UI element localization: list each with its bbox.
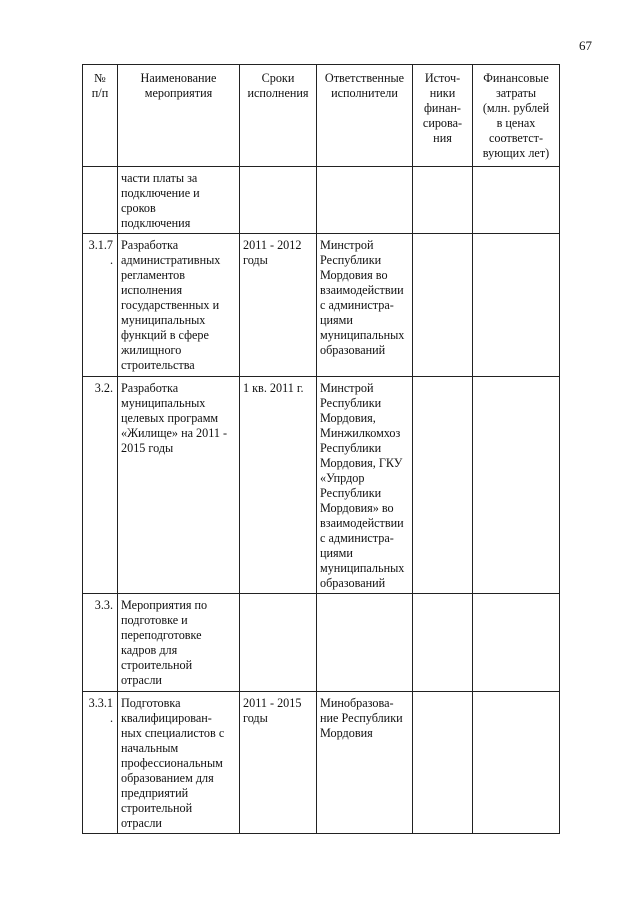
table-row	[83, 692, 560, 834]
row-financial-cost	[473, 692, 560, 834]
row-number: 3.2.	[83, 377, 118, 594]
table-row	[83, 167, 560, 234]
row-activity-name: Разработка муниципальных целевых программ «Жилище» на 2011 - 2015 годы	[118, 377, 240, 594]
row-funding-source	[413, 594, 473, 692]
header-financial-cost: Финансовые затраты (млн. рублей в ценах соответст- вующих лет)	[473, 65, 560, 167]
header-deadline: Сроки исполнения	[240, 65, 317, 167]
row-responsible: Минобразова- ние Республики Мордовия	[317, 692, 413, 834]
header-funding-source: Источ- ники финан- сирова- ния	[413, 65, 473, 167]
activities-table	[82, 64, 560, 834]
row-number: 3.1.7.	[83, 234, 118, 377]
table-row	[83, 594, 560, 692]
row-responsible: Минстрой Республики Мордовия, Минжилкомхоз Республики Мордовия, ГКУ «Упрдор Республики Мордовия» во взаимодействии с администра- циями муниципальных образований	[317, 377, 413, 594]
row-deadline	[240, 167, 317, 234]
page-number: 67	[579, 38, 592, 53]
row-number	[83, 167, 118, 234]
row-financial-cost	[473, 377, 560, 594]
row-funding-source	[413, 377, 473, 594]
row-financial-cost	[473, 234, 560, 377]
row-responsible: Минстрой Республики Мордовия во взаимодействии с администра- циями муниципальных образований	[317, 234, 413, 377]
row-deadline: 1 кв. 2011 г.	[240, 377, 317, 594]
header-activity-name: Наименование мероприятия	[118, 65, 240, 167]
table-row	[83, 234, 560, 377]
row-deadline	[240, 594, 317, 692]
row-deadline: 2011 - 2012 годы	[240, 234, 317, 377]
table-header-row	[83, 65, 560, 167]
row-financial-cost	[473, 167, 560, 234]
row-activity-name: Мероприятия по подготовке и переподготовке кадров для строительной отрасли	[118, 594, 240, 692]
table-row	[83, 377, 560, 594]
row-funding-source	[413, 692, 473, 834]
row-responsible	[317, 594, 413, 692]
row-funding-source	[413, 167, 473, 234]
row-number: 3.3.1.	[83, 692, 118, 834]
row-funding-source	[413, 234, 473, 377]
row-activity-name: части платы за подключение и сроков подключения	[118, 167, 240, 234]
header-number: № п/п	[83, 65, 118, 167]
row-activity-name: Подготовка квалифицирован- ных специалистов с начальным профессиональным образованием для предприятий строительной отрасли	[118, 692, 240, 834]
row-activity-name: Разработка административных регламентов исполнения государственных и муниципальных функций в сфере жилищного строительства	[118, 234, 240, 377]
row-financial-cost	[473, 594, 560, 692]
row-number: 3.3.	[83, 594, 118, 692]
row-deadline: 2011 - 2015 годы	[240, 692, 317, 834]
row-responsible	[317, 167, 413, 234]
header-responsible: Ответственные исполнители	[317, 65, 413, 167]
